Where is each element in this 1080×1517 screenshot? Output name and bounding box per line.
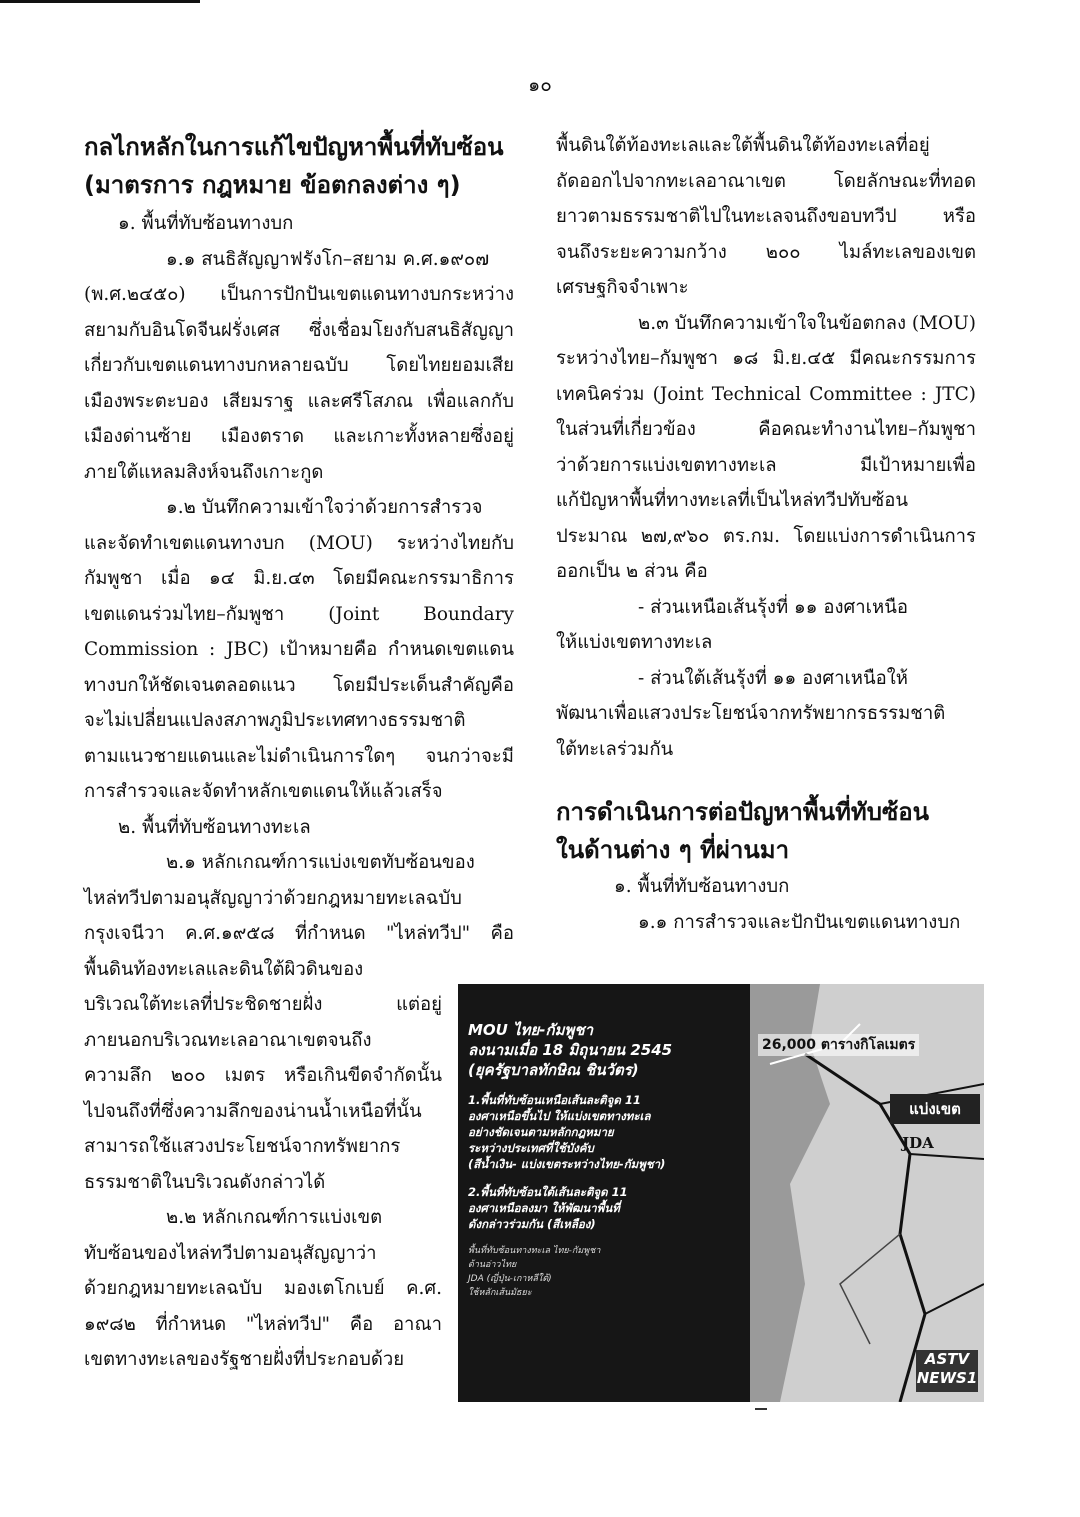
- subsection-land-overlap: ๑. พื้นที่ทับซ้อนทางบก: [118, 213, 294, 234]
- bottom-dash: [755, 1408, 767, 1410]
- paragraph-2-3: ๒.๓ บันทึกความเข้าใจในข้อตกลง (MOU) ระหว่างไทย–กัมพูชา ๑๘ มิ.ย.๔๕ มีคณะกรรมการ เทคนิคร่วม (Joint Technical Committee : JTC) ในส่วนที่เกี่ยวข้อง คือคณะทำงานไทย–กัมพูชา ว่าด้วยการแบ่งเขตทางทะเล มีเป้าหมายเพื่อ แก้ปัญหาพื้นที่ทางทะเลที่เป็นไหล่ทวีปทับซ้อน ประมาณ ๒๗,๙๖๐ ตร.กม. โดยแบ่งการดำเนินการ ออกเป็น ๒ ส่วน คือ: [556, 312, 977, 582]
- page-number: ๑๐: [528, 74, 552, 96]
- map-demarcation-label: แบ่งเขต: [890, 1094, 980, 1124]
- top-rule: [0, 0, 200, 3]
- paragraph-2-2: ๒.๒ หลักเกณฑ์การแบ่งเขต ทับซ้อนของไหล่ทวีปตามอนุสัญญาว่า ด้วยกฎหมายทะเลฉบับ มองเตโกเบย์ ค.ศ. ๑๙๘๒ ที่กำหนด "ไหล่ทวีป" คือ อาณา เขตทางทะเลของรัฐชายฝั่งที่ประกอบด้วย: [84, 1207, 442, 1370]
- map-area-label: 26,000 ตารางกิโลเมตร: [758, 1034, 919, 1056]
- paragraph-1-2: ๑.๒ บันทึกความเข้าใจว่าด้วยการสำรวจ และจัดทำเขตแดนทางบก (MOU) ระหว่างไทยกับ กัมพูชา เมื่อ ๑๔ มิ.ย.๔๓ โดยมีคณะกรรมาธิการ เขตแดนร่วมไทย–กัมพูชา (Joint Boundary Commission : JBC) เป้าหมายคือ กำหนดเขตแดน ทางบกให้ชัดเจนตลอดแนว โดยมีประเด็นสำคัญคือ จะไม่เปลี่ยนแปลงสภาพภูมิประเทศทางธรรมชาติ ตามแนวชายแดนและไม่ดำเนินการใดๆ จนกว่าจะมี การสำรวจและจัดทำหลักเขตแดนให้แล้วเสร็จ: [84, 497, 514, 802]
- news-photo-caption: MOU ไทย-กัมพูชา ลงนามเมื่อ 18 มิถุนายน 2545 (ยุครัฐบาลทักษิณ ชินวัตร) 1.พื้นที่ทับซ้อนเหนือเส้นละติจูด 11 องศาเหนือขึ้นไป ให้แบ่งเขตทางทะเล อย่างชัดเจนตามหลักกฎหมาย ระหว่างประเทศที่ใช้บังคับ (สีน้ำเงิน- แบ่งเขตระหว่างไทย-กัมพูชา) 2.พื้นที่ทับซ้อนใต้เส้นละติจูด 11 องศาเหนือลงมา ให้พัฒนาพื้นที่ ดังกล่าวร่วมกัน (สีเหลือง) พื้นที่ทับซ้อนทางทะเล ไทย-กัมพูชา ด้านอ่าวไทย JDA (ญี่ปุ่น-เกาหลีใต้) ใช้หลักเส้นมัธยะ: [468, 1021, 673, 1298]
- map-jda-label: JDA: [902, 1134, 934, 1152]
- news-photo: [458, 984, 984, 1402]
- subsection-land-overlap-actions: ๑. พื้นที่ทับซ้อนทางบก: [614, 876, 790, 897]
- bullet-north-of-11: - ส่วนเหนือเส้นรุ้งที่ ๑๑ องศาเหนือ ให้แบ่งเขตทางทะเล: [556, 596, 908, 653]
- bullet-south-of-11: - ส่วนใต้เส้นรุ้งที่ ๑๑ องศาเหนือให้ พัฒนาเพื่อแสวงประโยชน์จากทรัพยากรธรรมชาติ ใต้ทะเลร่วมกัน: [556, 667, 946, 760]
- paragraph-1-1: ๑.๑ สนธิสัญญาฟรังโก–สยาม ค.ศ.๑๙๐๗ (พ.ศ.๒๔๕๐) เป็นการปักปันเขตแดนทางบกระหว่าง สยามกับอินโดจีนฝรั่งเศส ซึ่งเชื่อมโยงกับสนธิสัญญา เกี่ยวกับเขตแดนทางบกหลายฉบับ โดยไทยยอมเสีย เมืองพระตะบอง เสียมราฐ และศรีโสภณ เพื่อแลกกับ เมืองด่านซ้าย เมืองตราด และเกาะทั้งหลายซึ่งอยู่ ภายใต้แหลมสิงห์จนถึงเกาะกูด: [84, 248, 514, 483]
- section-subheading-past: ในด้านต่าง ๆ ที่ผ่านมา: [556, 836, 790, 864]
- subsection-sea-overlap: ๒. พื้นที่ทับซ้อนทางทะเล: [118, 816, 311, 838]
- section-heading-mechanisms: กลไกหลักในการแก้ไขปัญหาพื้นที่ทับซ้อน: [84, 133, 504, 161]
- section-heading-actions: การดำเนินการต่อปัญหาพื้นที่ทับซ้อน: [556, 798, 930, 826]
- astv-news-logo: ASTV NEWS1: [916, 1350, 978, 1392]
- overlap-map: [750, 984, 984, 1402]
- right-column: [556, 128, 976, 940]
- section-gap: [556, 767, 976, 793]
- section-subheading-measures: (มาตรการ กฎหมาย ข้อตกลงต่าง ๆ): [84, 171, 461, 199]
- left-column: [84, 128, 514, 1378]
- paragraph-2-2-continued: พื้นดินใต้ท้องทะเลและใต้พื้นดินใต้ท้องทะเลที่อยู่ ถัดออกไปจากทะเลอาณาเขต โดยลักษณะที่ทอด ยาวตามธรรมชาติไปในทะเลจนถึงขอบทวีป หรือ จนถึงระยะความกว้าง ๒๐๐ ไมล์ทะเลของเขต เศรษฐกิจจำเพาะ: [556, 135, 976, 298]
- subsection-survey-demarcation: ๑.๑ การสำรวจและปักปันเขตแดนทางบก: [638, 911, 961, 933]
- paragraph-2-1: ๒.๑ หลักเกณฑ์การแบ่งเขตทับซ้อนของ ไหล่ทวีปตามอนุสัญญาว่าด้วยกฎหมายทะเลฉบับ กรุงเจนีวา ค.ศ.๑๙๕๘ ที่กำหนด "ไหล่ทวีป" คือ พื้นดินท้องทะเลและดินใต้ผิวดินของ บริเวณใต้ทะเลที่ประชิดชายฝั่ง แต่อยู่ ภายนอกบริเวณทะเลอาณาเขตจนถึง ความลึก ๒๐๐ เมตร หรือเกินขีดจำกัดนั้น ไปจนถึงที่ซึ่งความลึกของน่านน้ำเหนือที่นั้น สามารถใช้แสวงประโยชน์จากทรัพยากร ธรรมชาติในบริเวณดังกล่าวได้: [84, 852, 514, 1193]
